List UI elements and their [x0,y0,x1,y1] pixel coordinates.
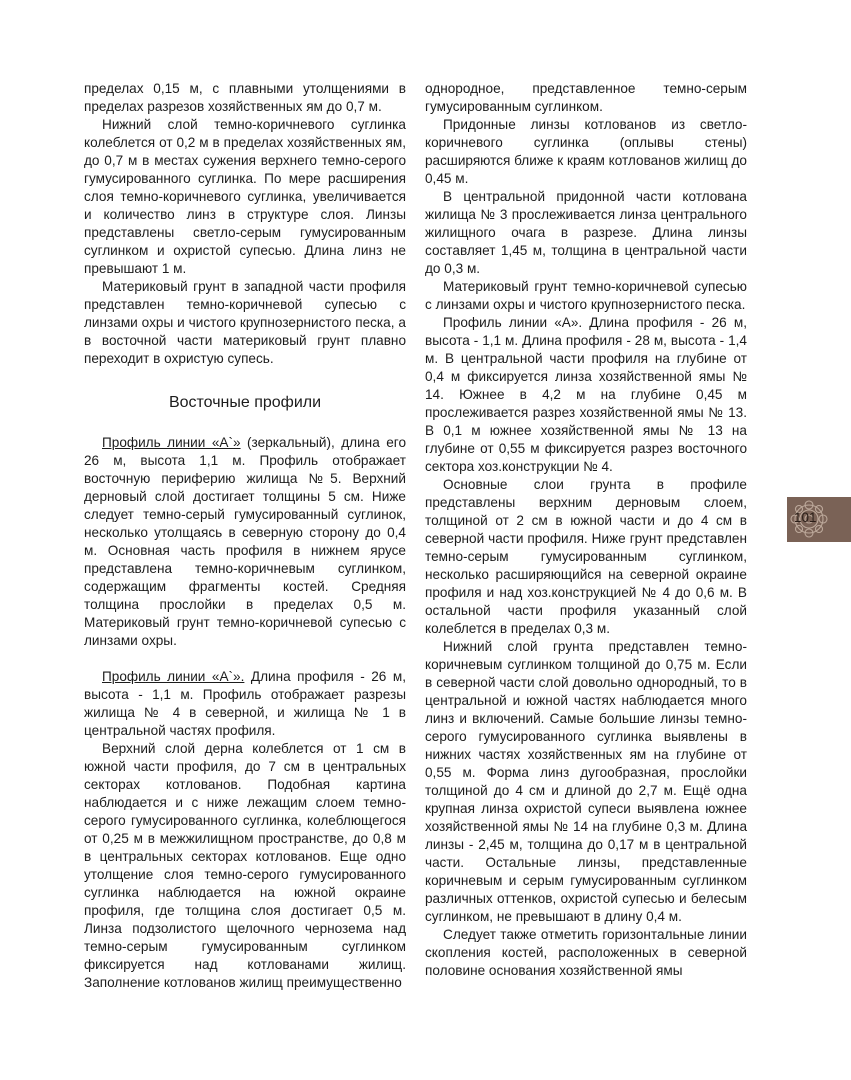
section-heading: Восточные профили [168,394,322,411]
paragraph [84,668,406,740]
paragraph: пределах 0,15 м, с плавными утолщениями в пределах разрезов хозяйственных ям до 0,7 м. [84,81,406,114]
paragraph: Придонные линзы котлованов из светло-коричневого суглинка (оплывы стены) расширяются ближе к краям котлованов жилищ до 0,45 м. [425,117,747,186]
profile-title: Профиль линии «А`». [102,669,245,684]
left-column [84,80,406,992]
paragraph-text: Длина профиля - 26 м, высота - 1,1 м. Профиль отображает разрезы жилища № 4 в северной, и жилища № 1 в центральной частях профиля. [84,669,406,738]
paragraph: В центральной придонной части котлована жилища № 3 прослеживается линза центрального жилищного очага в разрезе. Длина линзы составляет 1,45 м, толщина в центральной части до 0,3 м. [425,189,747,276]
paragraph: Материковый грунт в западной части профиля представлен темно-коричневой супесью с линзами охры и чистого крупнозернистого песка, а в восточной части материковый грунт плавно переходит в охристую супесь. [84,279,406,366]
paragraph: Нижний слой темно-коричневого суглинка колеблется от 0,2 м в пределах хозяйственных ям, до 0,7 м в местах сужения верхнего темно-серого гумусированного суглинка. По мере расширения слоя темно-коричневого суглинка, увеличивается и количество линз в структуре слоя. Линзы представлены светло-серым гумусированным суглинком и охристой супесью. Длина линз не превышают 1 м. [84,117,406,276]
paragraph-text: (зеркальный), длина его 26 м, высота 1,1 м. Профиль отображает восточную периферию жилища №5. Верхний дерновый слой достигает толщины 5 см. Ниже следует темно-серый гумусированный суглинок, несколько утолщаясь в северную сторону до 0,4 м. Основная часть профиля в нижнем ярусе представлена темно-коричневым суглинком, содержащим фрагменты костей. Средняя толщина прослойки в пределах 0,5 м. Материковый грунт темно-коричневой супесью с линзами охры. [84,435,407,648]
paragraph: Следует также отметить горизонтальные линии скопления костей, расположенных в северной половине основания хозяйственной ямы [425,927,747,978]
page-number-tab [787,497,851,542]
right-column [425,80,747,980]
paragraph: Основные слои грунта в профиле представлены верхним дерновым слоем, толщиной от 2 см в южной части и до 4 см в северной части профиля. Ниже грунт представлен темно-серым гумусированным суглинком, несколько расширяющийся на северной окраине профиля и над хоз.конструкцией № 4 до 0,6 м. В остальной части профиля указанный слой колеблется в пределах 0,3 м. [425,477,747,636]
paragraph: однородное, представленное темно-серым гумусированным суглинком. [425,81,747,114]
profile-title: Профиль линии «А`» [102,435,241,450]
paragraph: Нижний слой грунта представлен темно-коричневым суглинком толщиной до 0,75 м. Если в северной части слой довольно однородный, то в центральной и южной частях наблюдается много линз и включений. Самые большие линзы темно-серого гумусированного суглинка выявлены в нижних частях хозяйственных ям на глубине от 0,55 м. Форма линз дугообразная, прослойки толщиной до 4 см и длиной до 2,7 м. Ещё одна крупная линза охристой супеси выявлена южнее хозяйственной ямы № 14 на глубине 0,3 м. Длина линзы - 2,45 м, толщина до 0,17 м в центральной части. Остальные линзы, представленные коричневым и серым гумусированным суглинком различных оттенков, охристой супесью и белесым суглинком, не превышают в длину 0,4 м. [425,639,747,924]
paragraph: Профиль линии «А». Длина профиля - 26 м, высота - 1,1 м. Длина профиля - 28 м, высота - 1,4 м. В центральной части профиля на глубине от 0,4 м фиксируется линза хозяйственной ямы № 14. Южнее в 4,2 м на глубине 0,45 м прослеживается разрез хозяйственной ямы № 13. В 0,1 м южнее хозяйственной ямы № 13 на глубине от 0,55 м фиксируется разрез восточного сектора хоз.конструкции № 4. [425,315,747,474]
paragraph: Верхний слой дерна колеблется от 1 см в южной части профиля, до 7 см в центральных секторах котлованов. Подобная картина наблюдается и с ниже лежащим слоем темно-серого гумусированного суглинка, колеблющегося от 0,25 м в межжилищном пространстве, до 0,8 м в центральных секторах котлованов. Еще одно утолщение слоя темно-серого гумусированного суглинка наблюдается на южной окраине профиля, где толщина слоя достигает 0,5 м. Линза подзолистого щелочного чернозема над темно-серым гумусированным суглинком фиксируется над котлованами жилищ. Заполнение котлованов жилищ преимущественно [84,741,406,990]
page-number: 101 [794,510,817,525]
paragraph [84,434,406,650]
paragraph: Материковый грунт темно-коричневой супесью с линзами охры и чистого крупнозернистого песка. [425,279,747,312]
